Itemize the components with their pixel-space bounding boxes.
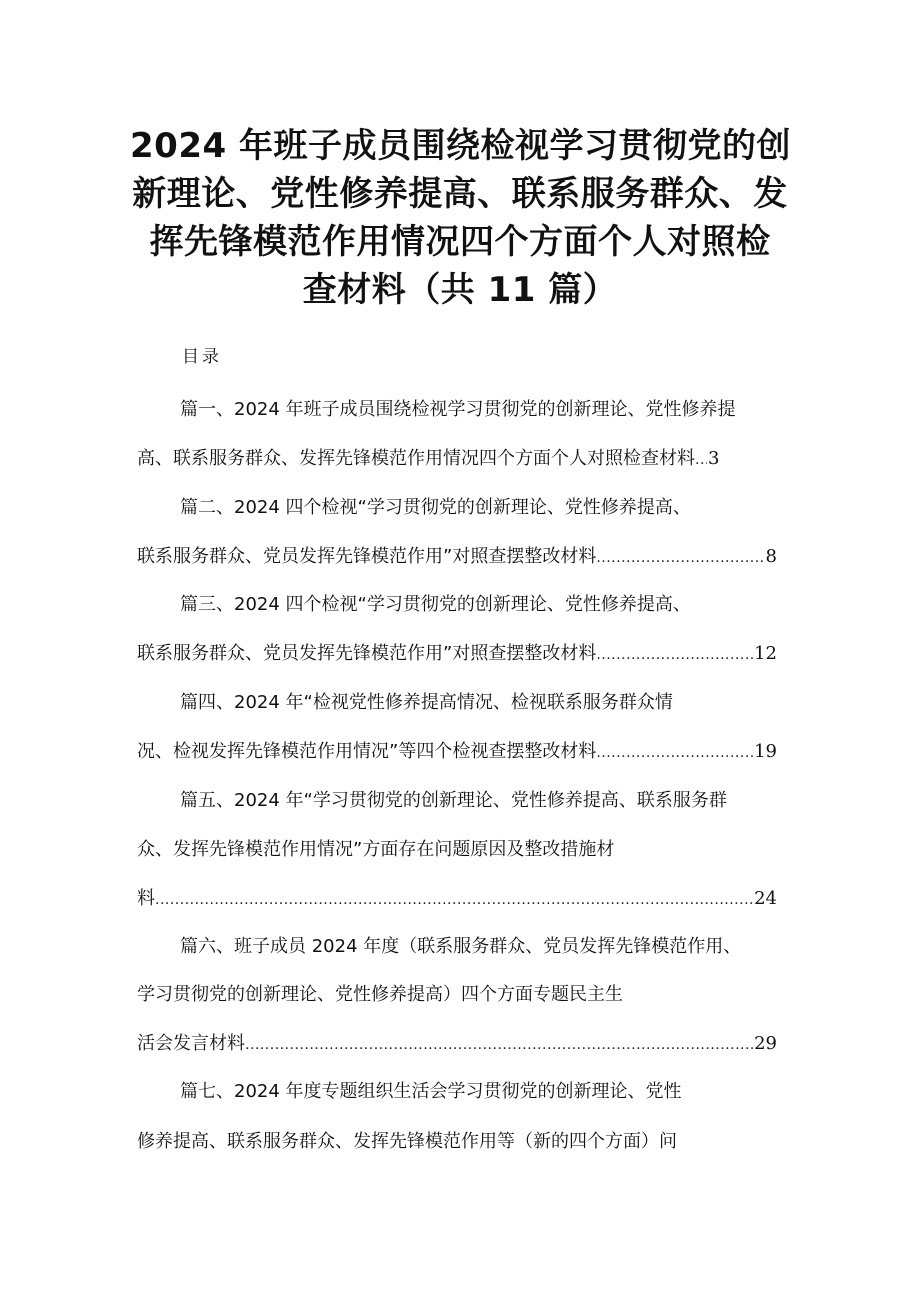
toc-entry-2-line-2[interactable] [137, 542, 777, 573]
toc-text: 篇七、2024 年度专题组织生活会学习贯彻党的创新理论、党性 [180, 1081, 682, 1102]
toc-page-number: 12 [754, 643, 777, 664]
title-line: 查材料（共 11 篇） [302, 270, 618, 310]
toc-text: 修养提高、联系服务群众、发挥先锋模范作用等（新的四个方面）问 [137, 1131, 677, 1152]
toc-entry-5-line-3[interactable] [137, 884, 777, 915]
toc-text: 联系服务群众、党员发挥先锋模范作用”对照查摆整改材料 [137, 643, 597, 664]
toc-text: 活会发言材料 [137, 1033, 245, 1054]
toc-text: 众、发挥先锋模范作用情况”方面存在问题原因及整改措施材 [137, 839, 615, 860]
toc-text: 篇四、2024 年“检视党性修养提高情况、检视联系服务群众情 [180, 692, 673, 713]
toc-page-number: 29 [754, 1033, 777, 1054]
toc-text: 篇六、班子成员 2024 年度（联系服务群众、党员发挥先锋模范作用、 [180, 936, 742, 957]
toc-text: 篇一、2024 年班子成员围绕检视学习贯彻党的创新理论、党性修养提 [180, 399, 736, 420]
toc-entry-2-line-1[interactable] [180, 493, 691, 523]
title-line: 2024 年班子成员围绕检视学习贯彻党的创 [130, 126, 791, 166]
toc-page-number: 8 [765, 546, 777, 567]
toc-text: 高、联系服务群众、发挥先锋模范作用情况四个方面个人对照检查材料 [137, 448, 695, 469]
toc-entry-6-line-1[interactable] [180, 932, 741, 962]
toc-text: 篇二、2024 四个检视“学习贯彻党的创新理论、党性修养提高、 [180, 497, 691, 518]
toc-text: 学习贯彻党的创新理论、党性修养提高）四个方面专题民主生 [137, 984, 623, 1005]
toc-entry-5-line-1[interactable] [180, 786, 727, 816]
toc-page-number: 3 [708, 448, 720, 469]
toc-page-number: 19 [754, 741, 777, 762]
toc-page-number: 24 [754, 888, 777, 909]
title-line: 挥先锋模范作用情况四个方面个人对照检 [149, 222, 771, 262]
toc-entry-7-line-1[interactable] [180, 1077, 682, 1107]
toc-entry-6-line-3[interactable] [137, 1029, 777, 1060]
toc-leader-dots [155, 885, 753, 915]
toc-entry-3-line-1[interactable] [180, 590, 691, 620]
toc-leader-dots [596, 543, 764, 573]
toc-entry-4-line-1[interactable] [180, 688, 673, 718]
toc-entry-1-line-1[interactable] [180, 395, 736, 425]
toc-leader-dots [596, 738, 753, 768]
toc-entry-6-line-2[interactable] [137, 980, 623, 1010]
toc-leader-dots [596, 640, 753, 670]
toc-entry-7-line-2[interactable] [137, 1127, 677, 1157]
toc-entry-5-line-2[interactable] [137, 835, 614, 865]
toc-leader-dots [695, 445, 707, 475]
toc-entry-3-line-2[interactable] [137, 639, 777, 670]
toc-entry-1-line-2[interactable] [137, 444, 787, 475]
toc-text: 联系服务群众、党员发挥先锋模范作用”对照查摆整改材料 [137, 546, 597, 567]
title-line: 新理论、党性修养提高、联系服务群众、发 [132, 174, 788, 214]
toc-text: 篇五、2024 年“学习贯彻党的创新理论、党性修养提高、联系服务群 [180, 790, 727, 811]
toc-text: 况、检视发挥先锋模范作用情况”等四个检视查摆整改材料 [137, 741, 597, 762]
toc-text: 篇三、2024 四个检视“学习贯彻党的创新理论、党性修养提高、 [180, 594, 691, 615]
toc-heading: 目录 [182, 347, 222, 367]
toc-entry-4-line-2[interactable] [137, 737, 777, 768]
document-title [130, 122, 790, 314]
toc-leader-dots [245, 1030, 753, 1060]
toc-text: 料 [137, 888, 155, 909]
